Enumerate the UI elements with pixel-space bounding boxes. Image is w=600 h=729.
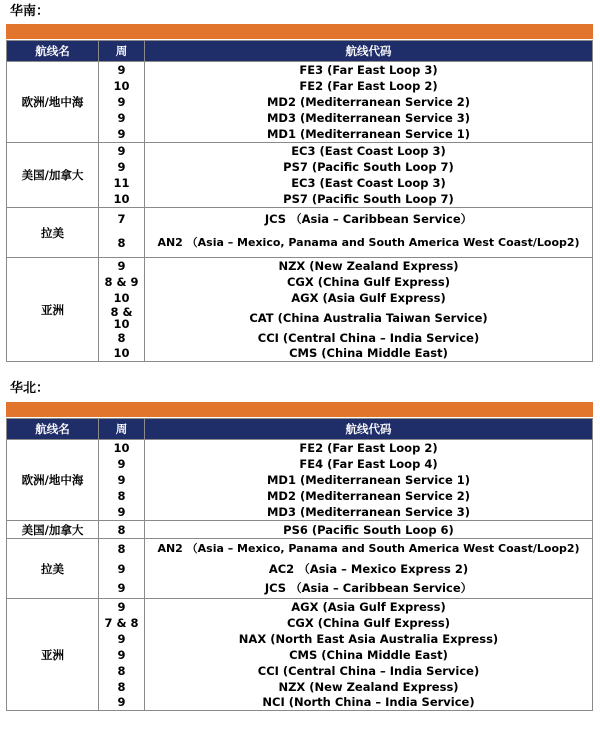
route-code-cell: CMS (China Middle East): [145, 346, 593, 362]
week-cell: 9: [99, 159, 145, 175]
week-cell: 9: [99, 647, 145, 663]
route-code-cell: NZX (New Zealand Express): [145, 258, 593, 274]
week-cell: 9: [99, 599, 145, 615]
col-header-code: 航线代码: [145, 41, 593, 62]
week-cell: 9: [99, 126, 145, 143]
route-code-cell: CMS (China Middle East): [145, 647, 593, 663]
week-cell: 10: [99, 78, 145, 94]
week-cell: 11: [99, 175, 145, 192]
week-cell: 10: [99, 290, 145, 306]
week-cell: 9: [99, 504, 145, 521]
route-code-cell: PS7 (Pacific South Loop 7): [145, 192, 593, 208]
route-code-cell: CCI (Central China – India Service): [145, 663, 593, 679]
route-code-cell: FE3 (Far East Loop 3): [145, 62, 593, 78]
route-code-cell: EC3 (East Coast Loop 3): [145, 175, 593, 192]
col-header-code: 航线代码: [145, 419, 593, 440]
region-cell: 欧洲/地中海: [7, 62, 99, 143]
header-bar-north: [6, 402, 593, 417]
week-cell: 10: [99, 440, 145, 456]
week-cell: 8: [99, 230, 145, 258]
week-cell: 9: [99, 62, 145, 78]
col-header-route: 航线名: [7, 419, 99, 440]
table-header-row: [7, 41, 593, 62]
route-code-cell: NCI (North China – India Service): [145, 695, 593, 711]
week-cell: 8: [99, 663, 145, 679]
route-code-cell: MD1 (Mediterranean Service 1): [145, 472, 593, 488]
table-row: [7, 440, 593, 456]
route-code-cell: CGX (China Gulf Express): [145, 274, 593, 290]
route-code-cell: NZX (New Zealand Express): [145, 679, 593, 695]
week-cell: 9: [99, 559, 145, 579]
week-cell: 10: [99, 192, 145, 208]
week-cell: 8: [99, 488, 145, 504]
week-cell: 9: [99, 258, 145, 274]
week-cell: 8 & 10: [99, 306, 145, 330]
week-cell: 9: [99, 631, 145, 647]
route-code-cell: MD2 (Mediterranean Service 2): [145, 94, 593, 110]
route-code-cell: EC3 (East Coast Loop 3): [145, 143, 593, 159]
route-code-cell: AC2 （Asia – Mexico Express 2): [145, 559, 593, 579]
week-cell: 8 & 9: [99, 274, 145, 290]
table-body-south: [7, 62, 593, 362]
table-row: [7, 521, 593, 539]
route-code-cell: NAX (North East Asia Australia Express): [145, 631, 593, 647]
region-cell: 拉美: [7, 539, 99, 599]
table-row: [7, 62, 593, 78]
week-cell: 8: [99, 539, 145, 559]
week-cell: 9: [99, 143, 145, 159]
route-code-cell: AN2 （Asia – Mexico, Panama and South America West Coast/Loop2): [145, 539, 593, 559]
route-code-cell: FE4 (Far East Loop 4): [145, 456, 593, 472]
table-body-north: [7, 440, 593, 711]
table-header-row: [7, 419, 593, 440]
route-code-cell: CGX (China Gulf Express): [145, 615, 593, 631]
route-code-cell: JCS （Asia – Caribbean Service）: [145, 579, 593, 599]
region-cell: 亚洲: [7, 258, 99, 362]
table-row: [7, 143, 593, 159]
routes-table-south: [6, 40, 593, 362]
region-cell: 美国/加拿大: [7, 521, 99, 539]
routes-table-north: [6, 418, 593, 711]
route-code-cell: MD3 (Mediterranean Service 3): [145, 110, 593, 126]
table-row: [7, 208, 593, 230]
week-cell: 7: [99, 208, 145, 230]
route-code-cell: FE2 (Far East Loop 2): [145, 78, 593, 94]
route-code-cell: MD2 (Mediterranean Service 2): [145, 488, 593, 504]
week-cell: 8: [99, 521, 145, 539]
week-cell: 8: [99, 679, 145, 695]
table-row: [7, 258, 593, 274]
week-cell: 9: [99, 695, 145, 711]
region-cell: 亚洲: [7, 599, 99, 711]
week-cell: 10: [99, 346, 145, 362]
section-title-south: 华南：: [10, 4, 50, 19]
week-cell: 7 & 8: [99, 615, 145, 631]
section-title-north: 华北：: [10, 381, 50, 396]
col-header-week: 周: [99, 41, 145, 62]
route-code-cell: AGX (Asia Gulf Express): [145, 290, 593, 306]
region-cell: 拉美: [7, 208, 99, 258]
table-row: [7, 599, 593, 615]
region-cell: 美国/加拿大: [7, 143, 99, 208]
route-code-cell: AGX (Asia Gulf Express): [145, 599, 593, 615]
table-row: [7, 539, 593, 559]
week-cell: 9: [99, 110, 145, 126]
week-cell: 9: [99, 579, 145, 599]
region-cell: 欧洲/地中海: [7, 440, 99, 521]
route-code-cell: MD1 (Mediterranean Service 1): [145, 126, 593, 143]
route-code-cell: AN2 （Asia – Mexico, Panama and South America West Coast/Loop2): [145, 230, 593, 258]
week-cell: 9: [99, 456, 145, 472]
week-cell: 9: [99, 472, 145, 488]
week-cell: 9: [99, 94, 145, 110]
route-code-cell: MD3 (Mediterranean Service 3): [145, 504, 593, 521]
route-code-cell: CAT (China Australia Taiwan Service): [145, 306, 593, 330]
header-bar-south: [6, 24, 593, 39]
route-code-cell: JCS （Asia – Caribbean Service）: [145, 208, 593, 230]
route-code-cell: CCI (Central China – India Service): [145, 330, 593, 346]
col-header-week: 周: [99, 419, 145, 440]
col-header-route: 航线名: [7, 41, 99, 62]
route-code-cell: PS7 (Pacific South Loop 7): [145, 159, 593, 175]
week-cell: 8: [99, 330, 145, 346]
route-code-cell: FE2 (Far East Loop 2): [145, 440, 593, 456]
route-code-cell: PS6 (Pacific South Loop 6): [145, 521, 593, 539]
